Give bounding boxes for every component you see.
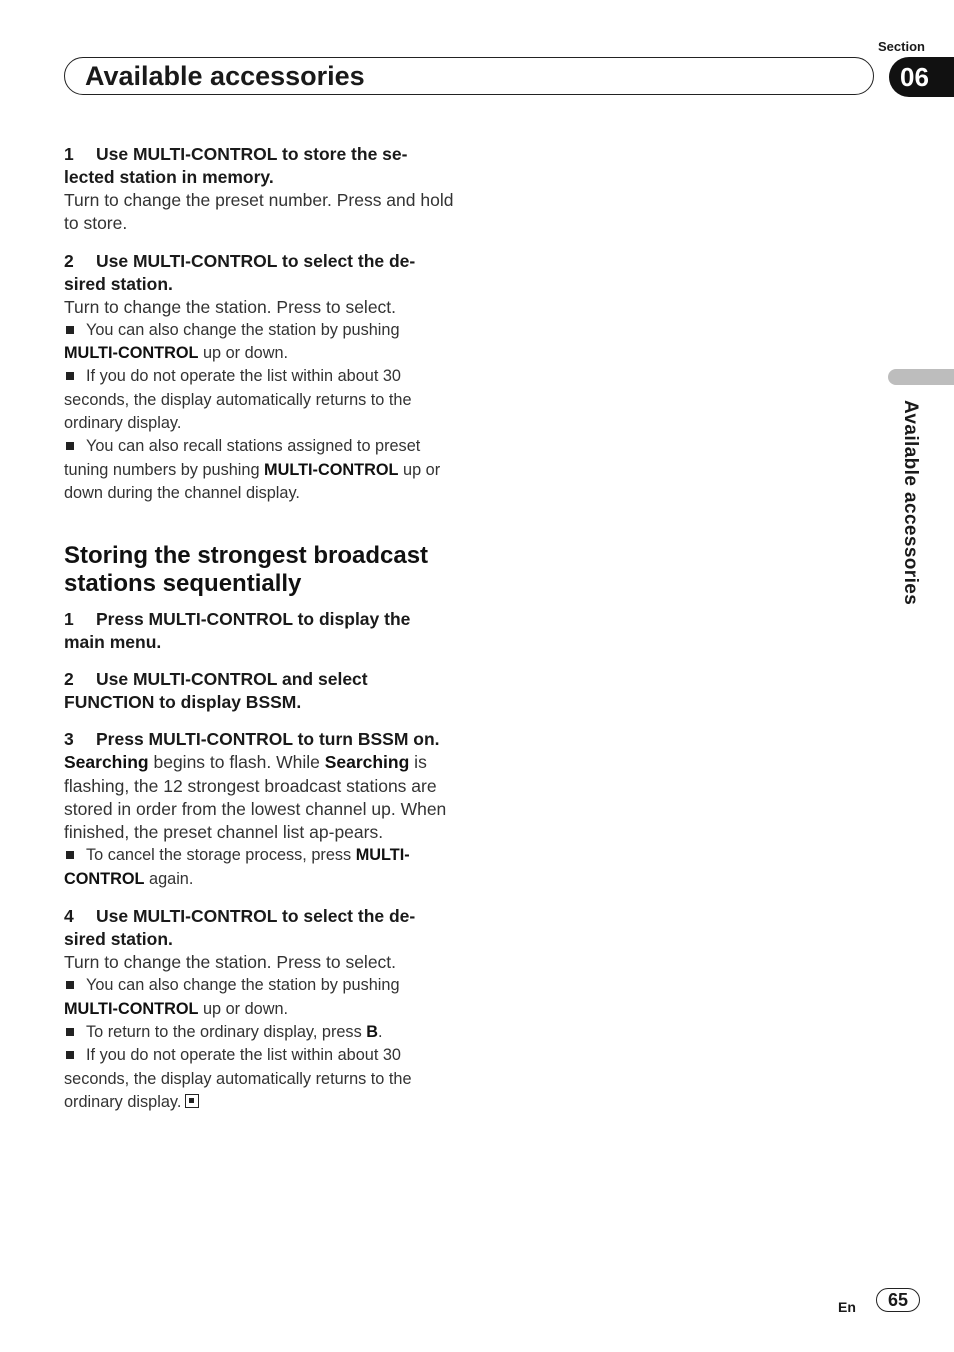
page-number: 65 bbox=[876, 1288, 920, 1312]
note-item: You can also change the station by pushing MULTI-CONTROL up or down. bbox=[64, 976, 400, 1018]
note-item: If you do not operate the list within about 30 seconds, the display automatically returns to the ordinary display. bbox=[64, 1046, 412, 1111]
bullet-square-icon bbox=[66, 326, 74, 334]
bullet-square-icon bbox=[66, 372, 74, 380]
bullet-square-icon bbox=[66, 442, 74, 450]
section-label: Section bbox=[878, 39, 925, 54]
page-title: Available accessories bbox=[85, 61, 365, 91]
note-item: You can also change the station by pushing MULTI-CONTROL up or down. bbox=[64, 320, 400, 363]
step-1-store: 1 Use MULTI-CONTROL to store the se-lected station in memory. bbox=[64, 144, 408, 187]
step-2-select: 2 Use MULTI-CONTROL to select the de-sired station. bbox=[64, 250, 416, 294]
bssm-step-2: 2 Use MULTI-CONTROL and select FUNCTION to display BSSM. bbox=[64, 669, 368, 713]
bullet-square-icon bbox=[66, 851, 74, 859]
end-mark-icon bbox=[185, 1094, 199, 1108]
step-2-body: Turn to change the station. Press to select. bbox=[64, 296, 397, 317]
bssm-step-3: 3 Press MULTI-CONTROL to turn BSSM on. bbox=[64, 729, 440, 750]
bssm-step-3-body: Searching begins to flash. While Searching is flashing, the 12 strongest broadcast stations are stored in order from the lowest channel up. When finished, the preset channel list ap-pears. bbox=[64, 752, 447, 843]
bssm-step-4: 4 Use MULTI-CONTROL to select the de-sired station. bbox=[64, 906, 416, 950]
language-code: En bbox=[838, 1299, 856, 1315]
bssm-step-4-body: Turn to change the station. Press to select. bbox=[64, 952, 397, 973]
note-item: If you do not operate the list within about 30 seconds, the display automatically returns to the ordinary display. bbox=[64, 367, 412, 433]
note-item: To cancel the storage process, press MULTI-CONTROL again. bbox=[64, 846, 410, 888]
subsection-heading: Storing the strongest broadcast stations sequentially bbox=[64, 542, 429, 598]
step-1-body: Turn to change the preset number. Press and hold to store. bbox=[64, 190, 454, 234]
main-content bbox=[64, 143, 456, 1114]
side-section-label: Available accessories bbox=[900, 400, 921, 606]
title-bar bbox=[64, 57, 874, 95]
bullet-square-icon bbox=[66, 981, 74, 989]
section-number-tab: 06 bbox=[889, 57, 954, 97]
note-item: To return to the ordinary display, press B. bbox=[64, 1021, 456, 1044]
side-thumb-tab bbox=[888, 369, 954, 385]
bullet-square-icon bbox=[66, 1028, 74, 1036]
bullet-square-icon bbox=[66, 1051, 74, 1059]
note-item: You can also recall stations assigned to preset tuning numbers by pushing MULTI-CONTROL up or down during the channel display. bbox=[64, 437, 441, 502]
bssm-step-1: 1 Press MULTI-CONTROL to display the main menu. bbox=[64, 609, 411, 653]
